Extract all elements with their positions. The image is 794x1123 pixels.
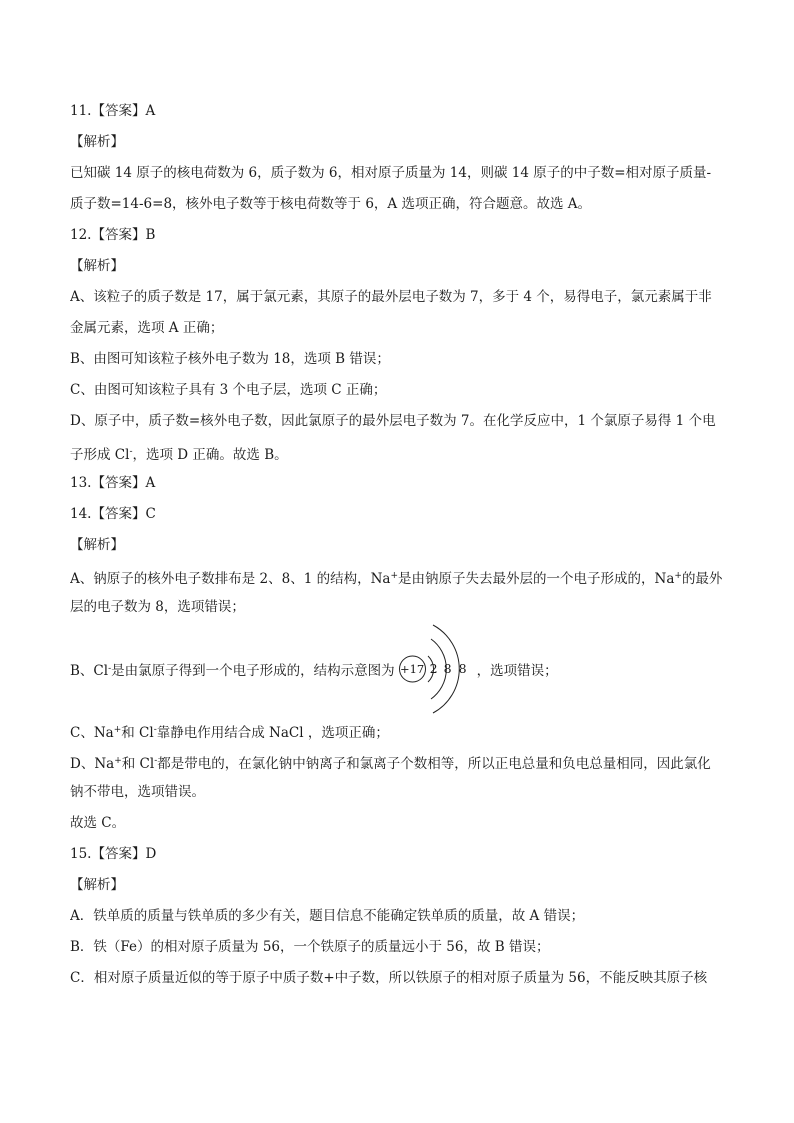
paragraph-line <box>70 437 724 468</box>
paragraph-line: B．铁（Fe）的相对原子质量为 56，一个铁原子的质量远小于 56，故 B 错误； <box>70 939 550 955</box>
text-fragment: D、Na <box>70 756 115 772</box>
answer-12: 12.【答案】B <box>70 227 156 243</box>
text-fragment: C、Na <box>70 725 114 741</box>
text-fragment: A、钠原子的核外电子数排布是 2、8、1 的结构，Na <box>70 571 391 587</box>
chloride-ion-structure-diagram <box>397 624 475 714</box>
shell-electron-count: 8 <box>458 661 467 676</box>
analysis-heading: 【解析】 <box>70 537 124 553</box>
paragraph-line: 钠不带电，选项错误。 <box>70 784 205 800</box>
nucleus-charge-label: +17 <box>399 662 425 676</box>
analysis-heading: 【解析】 <box>70 877 124 893</box>
paragraph-line: 质子数=14-6=8，核外电子数等于核电荷数等于 6，A 选项正确，符合题意。故选 A。 <box>70 196 592 212</box>
superscript: - <box>108 664 112 674</box>
text-fragment: 的最外 <box>681 571 723 587</box>
text-fragment: B、Cl <box>70 663 109 679</box>
paragraph-line: 金属元素，选项 A 正确； <box>70 320 224 336</box>
paragraph-line: B、由图可知该粒子核外电子数为 18，选项 B 错误； <box>70 351 390 367</box>
text-fragment: 都是带电的，在氯化钠中钠离子和氯离子个数相等，所以正电总量和负电总量相同，因此氯化 <box>157 756 711 772</box>
paragraph-line: A．铁单质的质量与铁单质的多少有关，题目信息不能确定铁单质的质量，故 A 错误； <box>70 908 585 924</box>
paragraph-line: C、由图可知该粒子具有 3 个电子层，选项 C 正确； <box>70 382 387 398</box>
analysis-heading: 【解析】 <box>70 134 124 150</box>
paragraph-line: 已知碳 14 原子的核电荷数为 6，质子数为 6，相对原子质量为 14，则碳 14 原子的中子数=相对原子质量- <box>70 165 712 181</box>
text-fragment: 子形成 Cl <box>70 447 130 463</box>
paragraph-line: D、原子中，质子数=核外电子数，因此氯原子的最外层电子数为 7。在化学反应中，1 个氯原子易得 1 个电 <box>70 413 716 429</box>
superscript: + <box>390 571 399 581</box>
answer-11: 11.【答案】A <box>70 103 156 119</box>
text-fragment: 是由氯原子得到一个电子形成的，结构示意图为 <box>111 663 395 679</box>
shell-electron-count: 2 <box>429 661 438 676</box>
conclusion-line: 故选 C。 <box>70 815 126 831</box>
superscript: + <box>113 725 122 735</box>
superscript: + <box>674 571 682 581</box>
answer-14: 14.【答案】C <box>70 506 156 522</box>
paragraph-line: A、该粒子的质子数是 17，属于氯元素，其原子的最外层电子数为 7，多于 4 个，易得电子，氯元素属于非 <box>70 289 712 305</box>
paragraph-line: 层的电子数为 8，选项错误； <box>70 599 245 615</box>
text-fragment: 和 Cl <box>121 756 155 772</box>
text-fragment: ，选项错误； <box>476 663 558 679</box>
superscript: - <box>129 447 133 457</box>
text-fragment: 和 Cl <box>121 725 154 741</box>
text-fragment: 靠静电作用结合成 NaCl ，选项正确； <box>156 725 389 741</box>
text-fragment: ，选项 D 正确。故选 B。 <box>132 447 288 463</box>
paragraph-line <box>70 746 724 777</box>
text-fragment: 是由钠原子失去最外层的一个电子形成的，Na <box>398 571 675 587</box>
superscript: + <box>114 756 122 766</box>
answer-13: 13.【答案】A <box>70 475 156 491</box>
superscript: - <box>154 756 158 766</box>
paragraph-line-with-diagram <box>70 623 724 715</box>
shell-electron-count: 8 <box>443 661 452 676</box>
answer-15: 15.【答案】D <box>70 846 157 862</box>
paragraph-line <box>70 715 724 746</box>
superscript: - <box>153 725 157 735</box>
paragraph-line <box>70 561 724 592</box>
analysis-heading: 【解析】 <box>70 258 124 274</box>
paragraph-line: C．相对原子质量近似的等于原子中质子数+中子数，所以铁原子的相对原子质量为 56，不能反映其原子核 <box>70 970 708 986</box>
